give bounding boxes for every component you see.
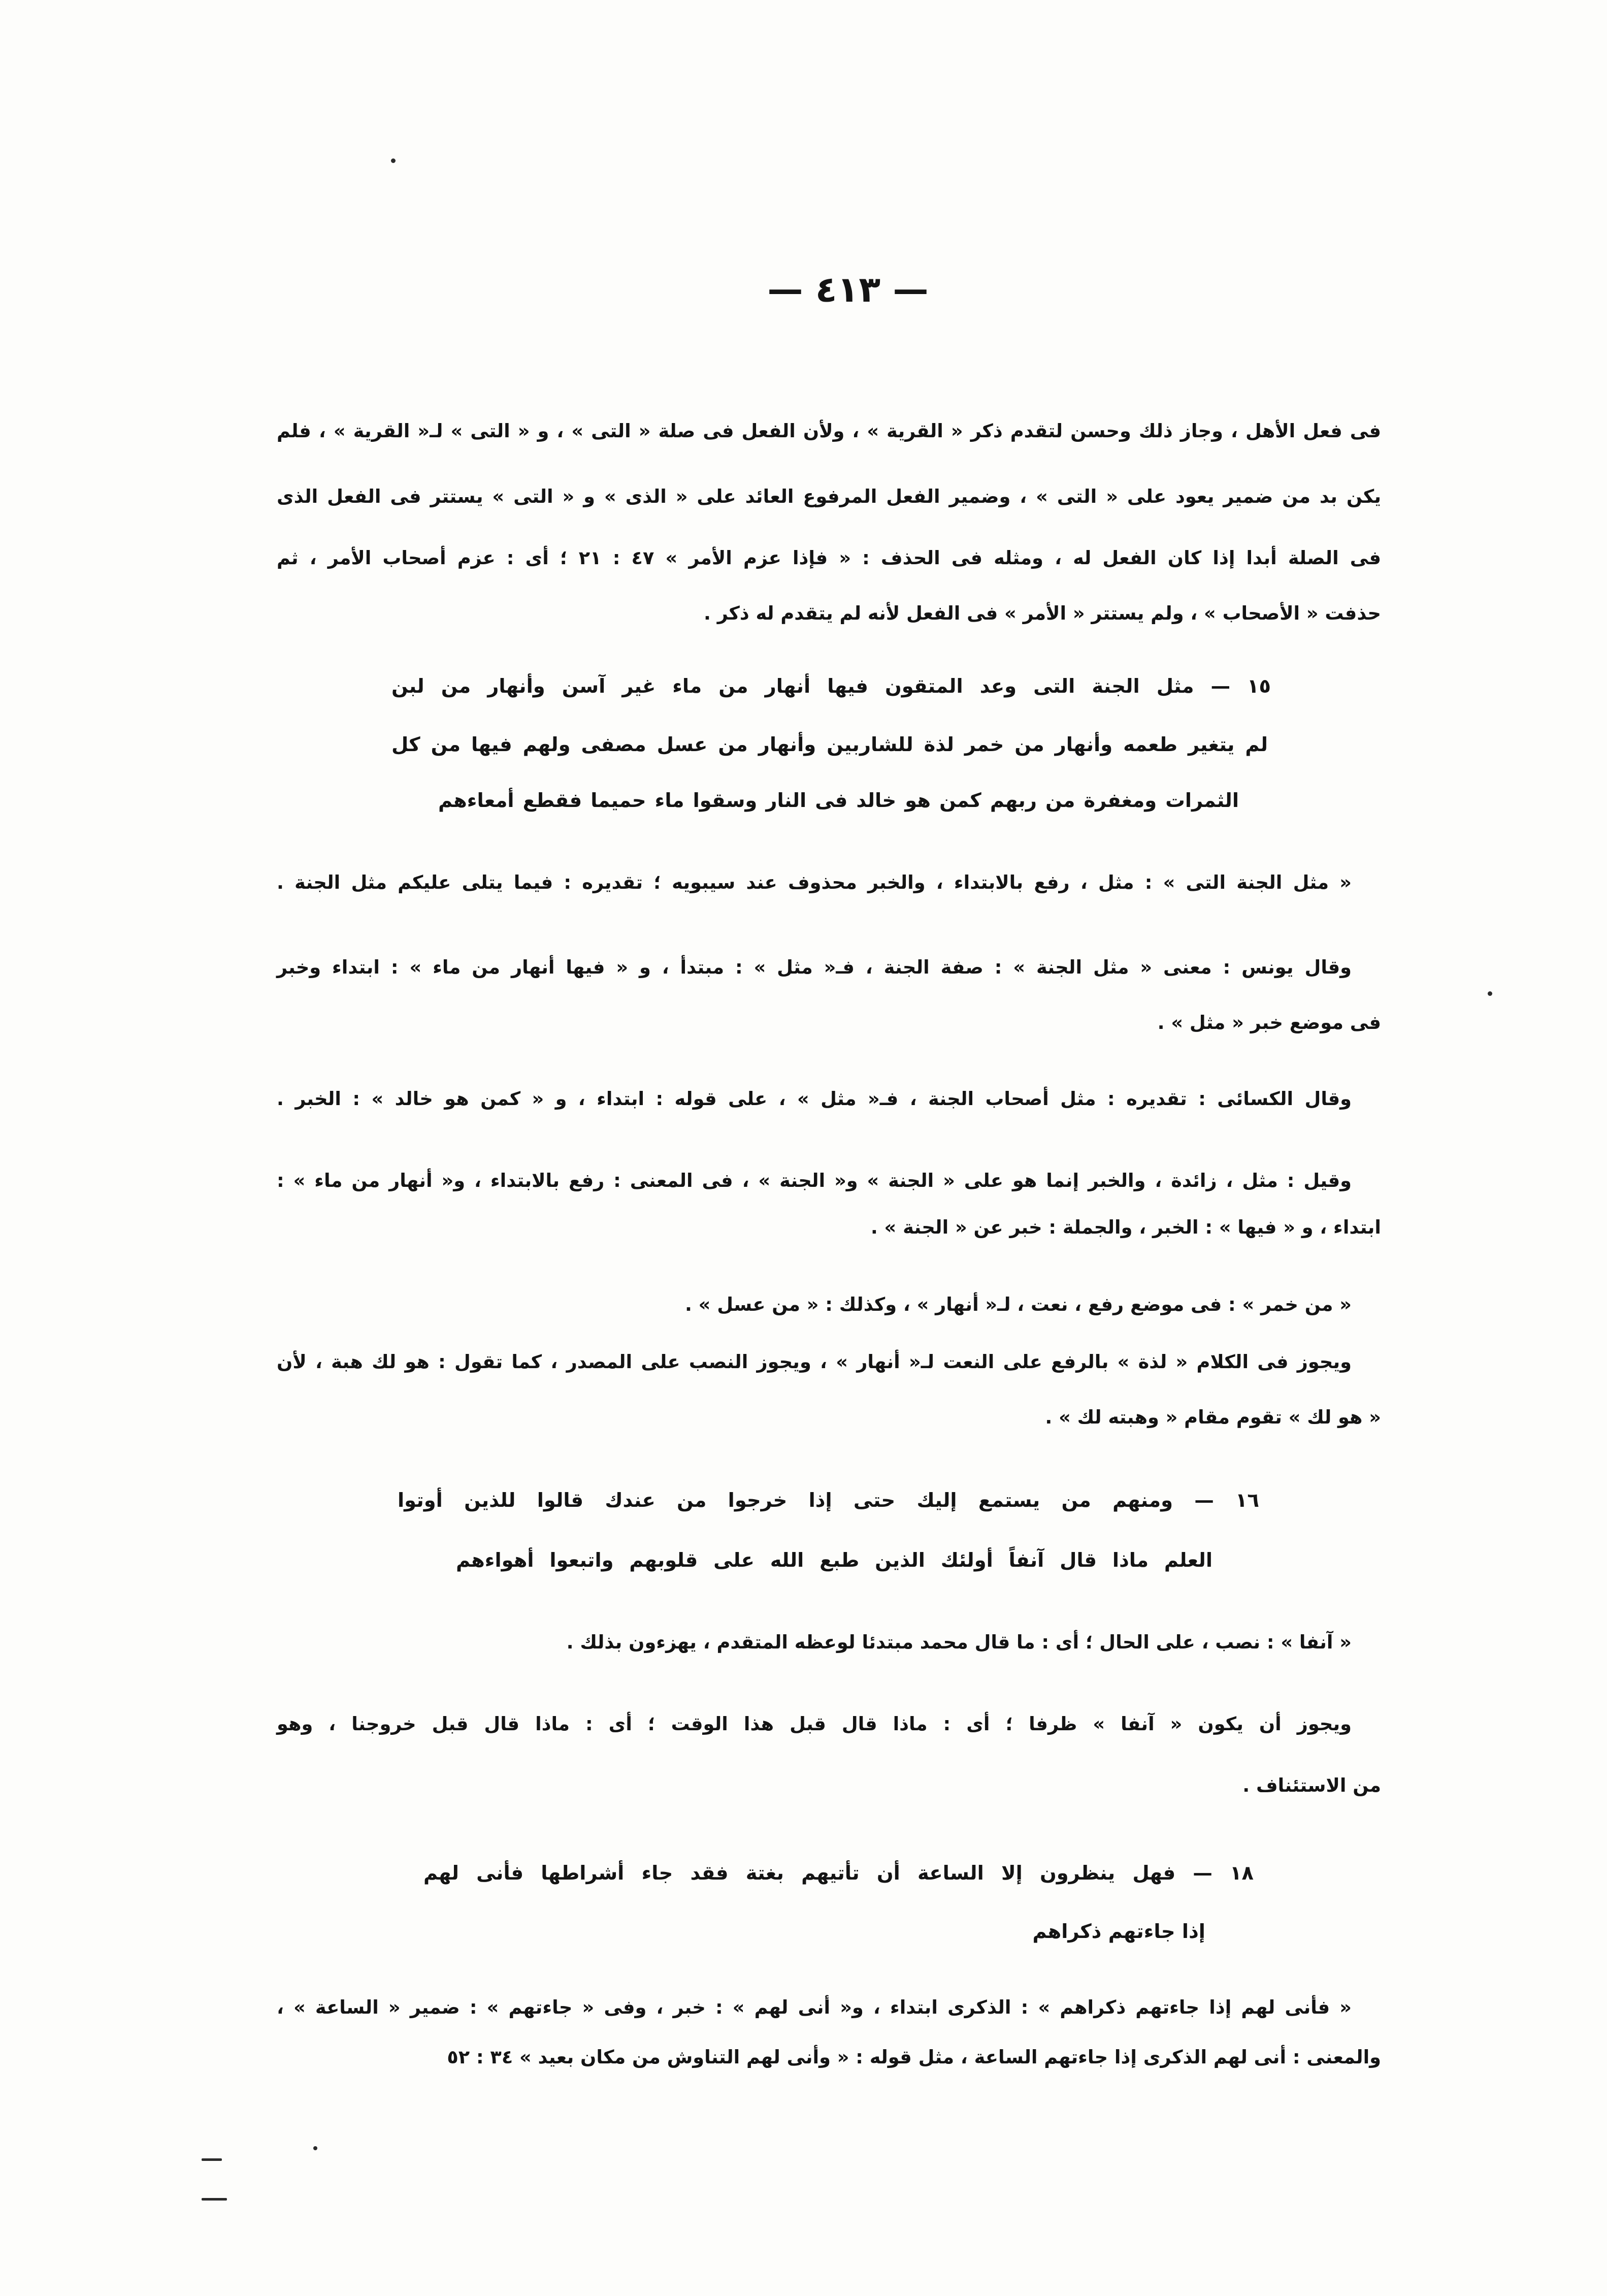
text-line: « من خمر » : فى موضع رفع ، نعت ، لـ« أنهار » ، وكذلك : « من عسل » . bbox=[684, 1293, 1352, 1315]
text-line: وقال الكسائى : تقديره : مثل أصحاب الجنة ، فـ« مثل » ، على قوله : ابتداء ، و « كمن هو خالد » : الخبر . bbox=[277, 1088, 1352, 1110]
text-line: ابتداء ، و « فيها » : الخبر ، والجملة : خبر عن « الجنة » . bbox=[870, 1216, 1381, 1238]
text-line: فى الصلة أبدا إذا كان الفعل له ، ومثله فى الحذف : « فإذا عزم الأمر » ٤٧ : ٢١ ؛ أى : عزم أصحاب الأمر ، ثم bbox=[277, 547, 1381, 569]
text-line: وقيل : مثل ، زائدة ، والخبر إنما هو على « الجنة » و« الجنة » ، فى المعنى : رفع بالابتداء ، و« أنهار من ماء » : bbox=[277, 1170, 1352, 1191]
scan-speck bbox=[313, 2146, 317, 2150]
verse-line: الثمرات ومغفرة من ربهم كمن هو خالد فى النار وسقوا ماء حميما فقطع أمعاءهم bbox=[438, 789, 1239, 812]
text-line: والمعنى : أنى لهم الذكرى إذا جاءتهم الساعة ، مثل قوله : « وأنى لهم التناوش من مكان بعيد » ٣٤ : ٥٢ bbox=[447, 2046, 1381, 2068]
verse-line: ١٥ — مثل الجنة التى وعد المتقون فيها أنهار من ماء غير آسن وأنهار من لبن bbox=[391, 675, 1271, 698]
text-line: من الاستئناف . bbox=[1242, 1774, 1381, 1796]
scan-speck bbox=[202, 2158, 222, 2161]
verse-line: ١٨ — فهل ينظرون إلا الساعة أن تأتيهم بغتة فقد جاء أشراطها فأنى لهم bbox=[423, 1862, 1254, 1885]
verse-line: لم يتغير طعمه وأنهار من خمر لذة للشاربين وأنهار من عسل مصفى ولهم فيها من كل bbox=[391, 733, 1268, 756]
text-line: حذفت « الأصحاب » ، ولم يستتر « الأمر » فى الفعل لأنه لم يتقدم له ذكر . bbox=[703, 602, 1381, 624]
scan-speck bbox=[1488, 991, 1492, 996]
verse-line: ١٦ — ومنهم من يستمع إليك حتى إذا خرجوا من عندك قالوا للذين أوتوا bbox=[398, 1489, 1259, 1512]
text-line: فى فعل الأهل ، وجاز ذلك وحسن لتقدم ذكر « القرية » ، ولأن الفعل فى صلة « التى » ، و « التى » لـ« القرية » ، فلم bbox=[277, 420, 1381, 442]
verse-line: إذا جاءتهم ذكراهم bbox=[1032, 1920, 1205, 1943]
scan-speck bbox=[391, 158, 396, 163]
page-number: — ٤١٣ — bbox=[767, 269, 929, 310]
text-line: « فأنى لهم إذا جاءتهم ذكراهم » : الذكرى ابتداء ، و« أنى لهم » : خبر ، وفى « جاءتهم » : ضمير « الساعة » ، bbox=[277, 1996, 1352, 2018]
text-line: « هو لك » تقوم مقام « وهبته لك » . bbox=[1045, 1406, 1381, 1428]
text-line: ويجوز فى الكلام « لذة » بالرفع على النعت لـ« أنهار » ، ويجوز النصب على المصدر ، كما تقول : هو لك هبة ، لأن bbox=[277, 1351, 1352, 1373]
text-line: « مثل الجنة التى » : مثل ، رفع بالابتداء ، والخبر محذوف عند سيبويه ؛ تقديره : فيما يتلى عليكم مثل الجنة . bbox=[277, 871, 1352, 893]
scan-speck bbox=[202, 2198, 227, 2201]
text-line: « آنفا » : نصب ، على الحال ؛ أى : ما قال محمد مبتدئا لوعظه المتقدم ، يهزءون بذلك . bbox=[566, 1631, 1352, 1653]
text-line: وقال يونس : معنى « مثل الجنة » : صفة الجنة ، فـ« مثل » : مبتدأ ، و « فيها أنهار من ماء » : ابتداء وخبر bbox=[277, 956, 1352, 978]
verse-line: العلم ماذا قال آنفاً أولئك الذين طبع الله على قلوبهم واتبعوا أهواءهم bbox=[456, 1549, 1212, 1572]
text-line: ويجوز أن يكون « آنفا » ظرفا ؛ أى : ماذا قال قبل هذا الوقت ؛ أى : ماذا قال قبل خروجنا ، وهو bbox=[277, 1713, 1352, 1735]
text-line: فى موضع خبر « مثل » . bbox=[1157, 1012, 1381, 1033]
text-line: يكن بد من ضمير يعود على « التى » ، وضمير الفعل المرفوع العائد على « الذى » و « التى » يستتر فى الفعل الذى bbox=[277, 486, 1381, 507]
